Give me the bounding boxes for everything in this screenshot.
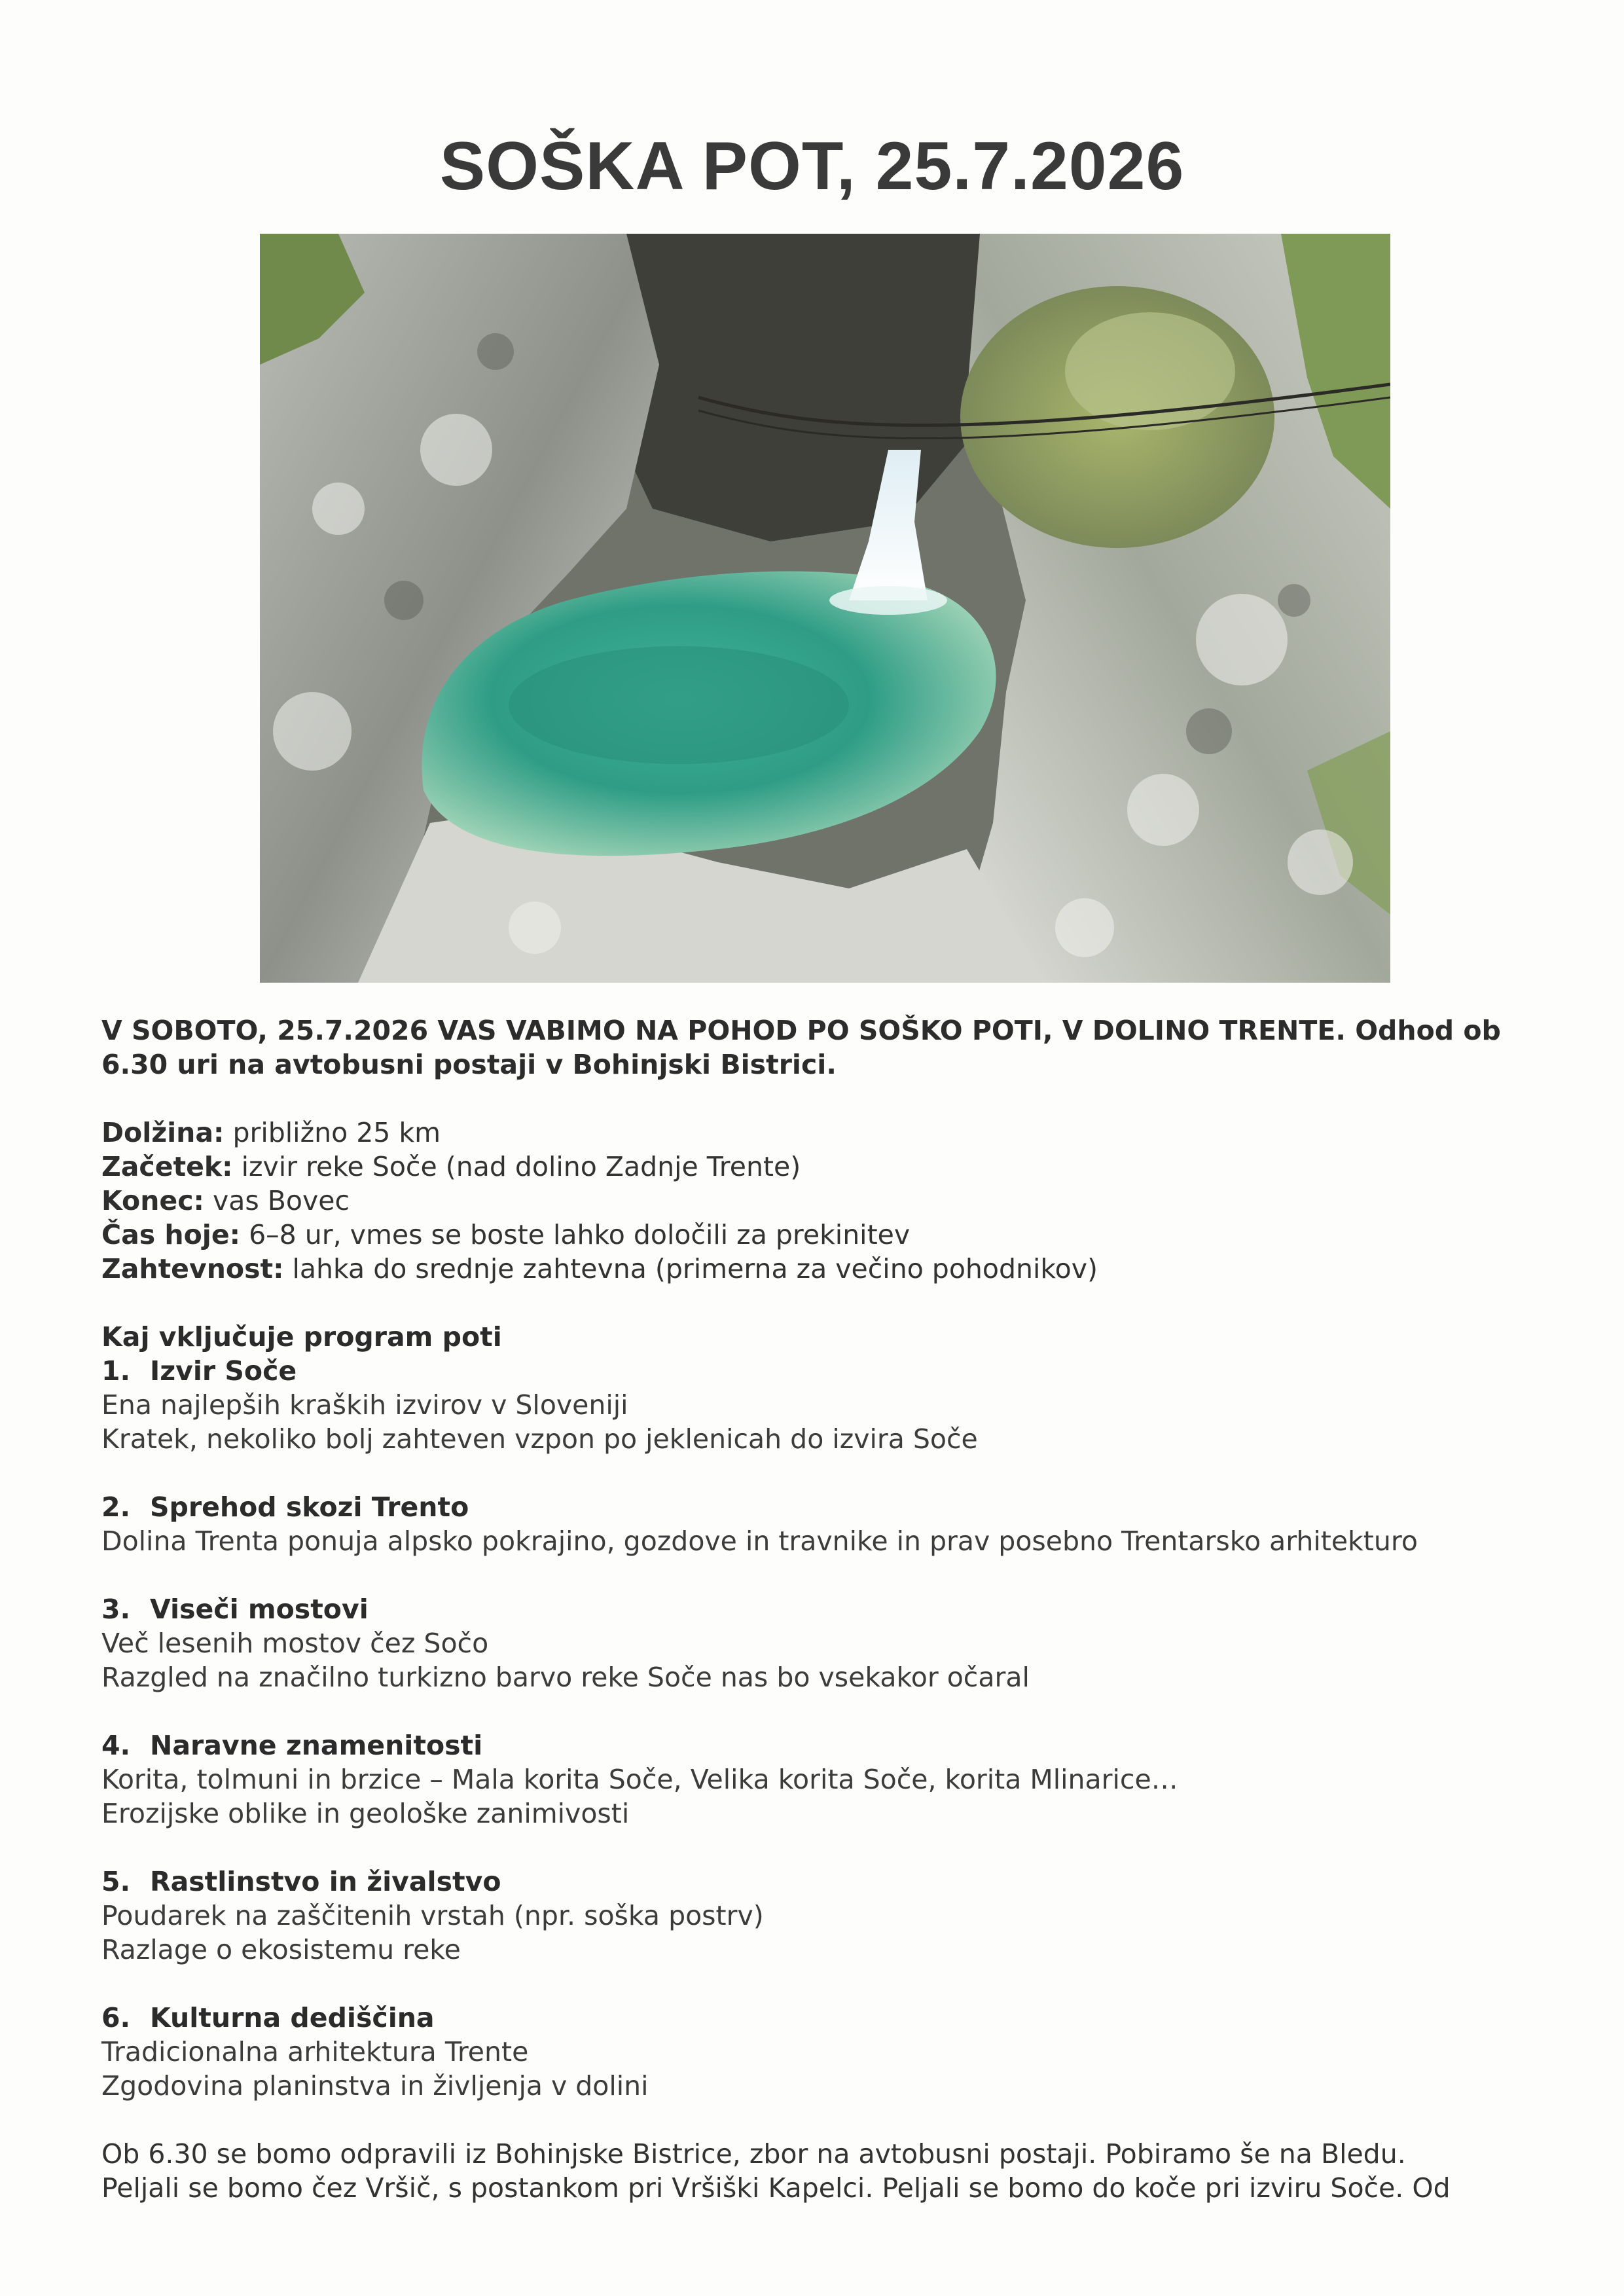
program-section: 2. Sprehod skozi Trento Dolina Trenta ponuja alpsko pokrajino, gozdove in travnike in prav posebno Trentarsko arhitekturo — [101, 1491, 1418, 1557]
program-section: 3. Viseči mostovi Več lesenih mostov čez Sočo Razgled na značilno turkizno barvo reke Soče nas bo vsekakor očaral — [101, 1594, 1030, 1693]
closing-paragraph: Ob 6.30 se bomo odpravili iz Bohinjske Bistrice, zbor na avtobusni postaji. Pobiramo še na Bledu. Peljali se bomo čez Vršič, s postankom pri Vršiški Kapelci. Peljali se bomo do koče pri izviru Soče. Od — [101, 2138, 1451, 2204]
fact-difficulty: Zahtevnost: lahka do srednje zahtevna (primerna za večino pohodnikov) — [101, 1253, 1098, 1285]
fact-start: Začetek: izvir reke Soče (nad dolino Zadnje Trente) — [101, 1151, 801, 1182]
program-section: 6. Kulturna dediščina Tradicionalna arhitektura Trente Zgodovina planinstva in življenja v dolini — [101, 2002, 649, 2102]
waterfall-gorge-photo — [260, 234, 1390, 983]
program-section: 5. Rastlinstvo in živalstvo Poudarek na zaščitenih vrstah (npr. soška postrv) Razlage o ekosistemu reke — [101, 1866, 764, 1965]
trip-facts — [101, 1116, 1528, 1286]
document-body — [101, 1013, 1528, 2205]
fact-walking-time: Čas hoje: 6–8 ur, vmes se boste lahko določili za prekinitev — [101, 1219, 911, 1250]
fact-end: Konec: vas Bovec — [101, 1185, 350, 1216]
fact-length: Dolžina: približno 25 km — [101, 1117, 441, 1148]
program-section: 1. Izvir Soče Ena najlepših kraških izvirov v Sloveniji Kratek, nekoliko bolj zahteven vzpon po jeklenicah do izvira Soče — [101, 1355, 978, 1455]
intro-paragraph: V SOBOTO, 25.7.2026 VAS VABIMO NA POHOD PO SOŠKO POTI, V DOLINO TRENTE. Odhod ob 6.30 uri na avtobusni postaji v Bohinjski Bistrici. — [101, 1015, 1501, 1080]
program-heading: Kaj vključuje program poti — [101, 1321, 502, 1353]
page-title: SOŠKA POT, 25.7.2026 — [439, 128, 1185, 204]
program-section: 4. Naravne znamenitosti Korita, tolmuni in brzice – Mala korita Soče, Velika korita Soče, korita Mlinarice… Erozijske oblike in geološke zanimivosti — [101, 1730, 1178, 1829]
